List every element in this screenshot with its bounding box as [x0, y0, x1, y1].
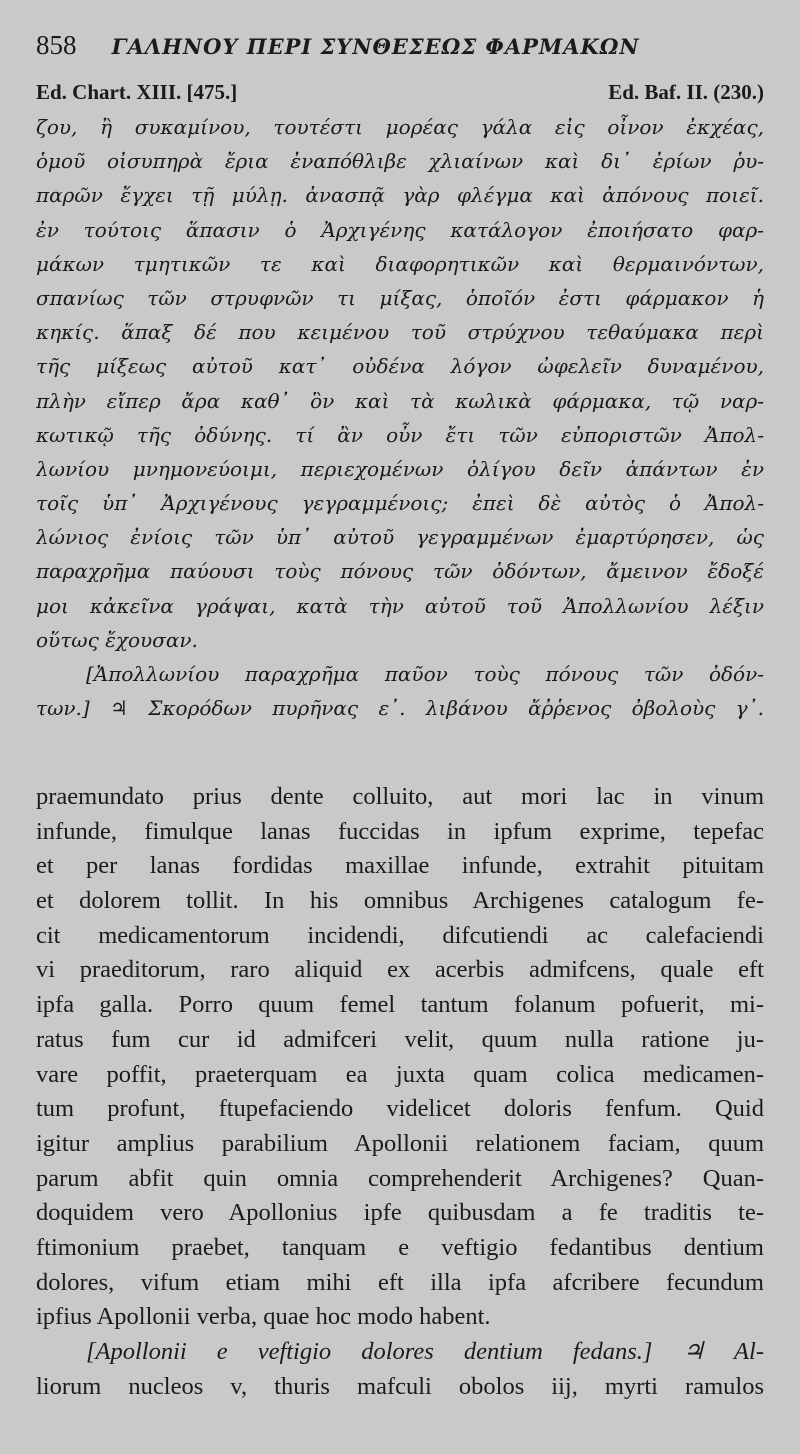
latin-recipe-heading: [Apollonii e veftigio dolores dentium fedans.] ♃ Al-	[86, 1338, 764, 1365]
latin-line: tum profunt, ftupefaciendo videlicet doloris fenfum. Quid	[36, 1095, 764, 1123]
greek-line: κηκίς. ἅπαξ δέ που κειμένου τοῦ στρύχνου τεθαύμακα περὶ	[36, 320, 764, 345]
edition-left: Ed. Chart. XIII. [475.]	[36, 80, 238, 104]
greek-line: λώνιος ἐνίοις τῶν ὑπ᾿ αὐτοῦ γεγραμμένων ἐμαρτύρησεν, ὡς	[36, 525, 764, 550]
latin-line: et per lanas fordidas maxillae infunde, extrahit pituitam	[36, 852, 764, 880]
greek-line: πλὴν εἴπερ ἄρα καθ᾿ ὃν καὶ τὰ κωλικὰ φάρμακα, τῷ ναρ-	[36, 388, 764, 413]
edition-right: Ed. Baf. II. (230.)	[608, 80, 764, 104]
greek-text-block	[36, 110, 764, 725]
latin-line: vi praeditorum, raro aliquid ex acerbis admifcens, quale eft	[36, 956, 764, 984]
running-title: ΓΑΛΗΝΟΥ ΠΕΡΙ ΣΥΝΘΕΣΕΩΣ ΦΑΡΜΑΚΩΝ	[111, 34, 640, 59]
greek-line: ζου, ἢ συκαμίνου, τουτέστι μορέας γάλα εἰς οἶνον ἐκχέας,	[36, 115, 764, 139]
latin-line: parum abfit quin omnia comprehenderit Archigenes? Quan-	[36, 1164, 764, 1192]
greek-line: ἐν τούτοις ἅπασιν ὁ Ἀρχιγένης κατάλογον ἐποιήσατο φαρ-	[36, 217, 764, 242]
greek-recipe-line: των.] ♃ Σκορόδων πυρῆνας ε᾿. λιβάνου ἄῤῥενος ὀβολοὺς γ᾿.	[36, 696, 764, 721]
latin-line: ratus fum cur id admifceri velit, quum nulla ratione ju-	[36, 1025, 764, 1053]
greek-line: τοῖς ὑπ᾿ Ἀρχιγένους γεγραμμένοις; ἐπεὶ δὲ αὐτὸς ὁ Ἀπολ-	[36, 491, 764, 516]
latin-line: doquidem vero Apollonius ipfe quibusdam a fe traditis te-	[36, 1199, 764, 1227]
greek-line: μάκων τμητικῶν τε καὶ διαφορητικῶν καὶ θερμαινόντων,	[36, 251, 764, 276]
greek-recipe-heading: [Ἀπολλωνίου παραχρῆμα παῦον τοὺς πόνους τῶν ὀδόν-	[86, 662, 764, 686]
latin-line: igitur amplius parabilium Apollonii relationem faciam, quum	[36, 1129, 764, 1157]
latin-line: dolores, vifum etiam mihi eft illa ipfa afcribere fecundum	[36, 1268, 764, 1296]
latin-recipe-line: liorum nucleos v, thuris mafculi obolos iij, myrti ramulos	[36, 1372, 764, 1400]
latin-line: et dolorem tollit. In his omnibus Archigenes catalogum fe-	[36, 887, 764, 915]
page-header	[36, 30, 776, 70]
latin-text-block	[36, 780, 764, 1404]
greek-line: οὕτως ἔχουσαν.	[36, 627, 198, 652]
greek-line: τῆς μίξεως αὐτοῦ κατ᾿ οὐδένα λόγον ὠφελεῖν δυναμένου,	[36, 354, 764, 379]
greek-line: σπανίως τῶν στρυφνῶν τι μίξας, ὁποῖόν ἐστι φάρμακον ἡ	[36, 285, 764, 310]
greek-line: λωνίου μνημονεύοιμι, περιεχομένων ὀλίγου δεῖν ἁπάντων ἐν	[36, 456, 764, 481]
latin-line: infunde, fimulque lanas fuccidas in ipfum exprime, tepefac	[36, 817, 764, 845]
latin-line: ftimonium praebet, tanquam e veftigio fedantibus dentium	[36, 1233, 764, 1261]
latin-line: vare poffit, praeterquam ea juxta quam colica medicamen-	[36, 1060, 764, 1088]
latin-line: ipfius Apollonii verba, quae hoc modo habent.	[36, 1303, 491, 1331]
edition-references	[36, 80, 764, 105]
latin-line: cit medicamentorum incidendi, difcutiendi ac calefaciendi	[36, 921, 764, 949]
greek-line: παραχρῆμα παύουσι τοὺς πόνους τῶν ὀδόντων, ἄμεινον ἔδοξέ	[36, 559, 764, 584]
greek-line: ὁμοῦ οἰσυπηρὰ ἔρια ἐναπόθλιβε χλιαίνων καὶ δι᾿ ἐρίων ῥυ-	[36, 149, 764, 174]
page-number: 858	[36, 30, 77, 60]
greek-line: κωτικῷ τῆς ὀδύνης. τί ἂν οὖν ἔτι τῶν εὐποριστῶν Ἀπολ-	[36, 422, 764, 447]
greek-line: παρῶν ἔγχει τῇ μύλῃ. ἀνασπᾷ γὰρ φλέγμα καὶ ἀπόνους ποιεῖ.	[36, 183, 764, 208]
latin-line: ipfa galla. Porro quum femel tantum folanum pofuerit, mi-	[36, 991, 764, 1019]
greek-line: μοι κἀκεῖνα γράψαι, κατὰ τὴν αὐτοῦ τοῦ Ἀπολλωνίου λέξιν	[36, 593, 764, 618]
latin-line: praemundato prius dente colluito, aut mori lac in vinum	[36, 783, 764, 810]
